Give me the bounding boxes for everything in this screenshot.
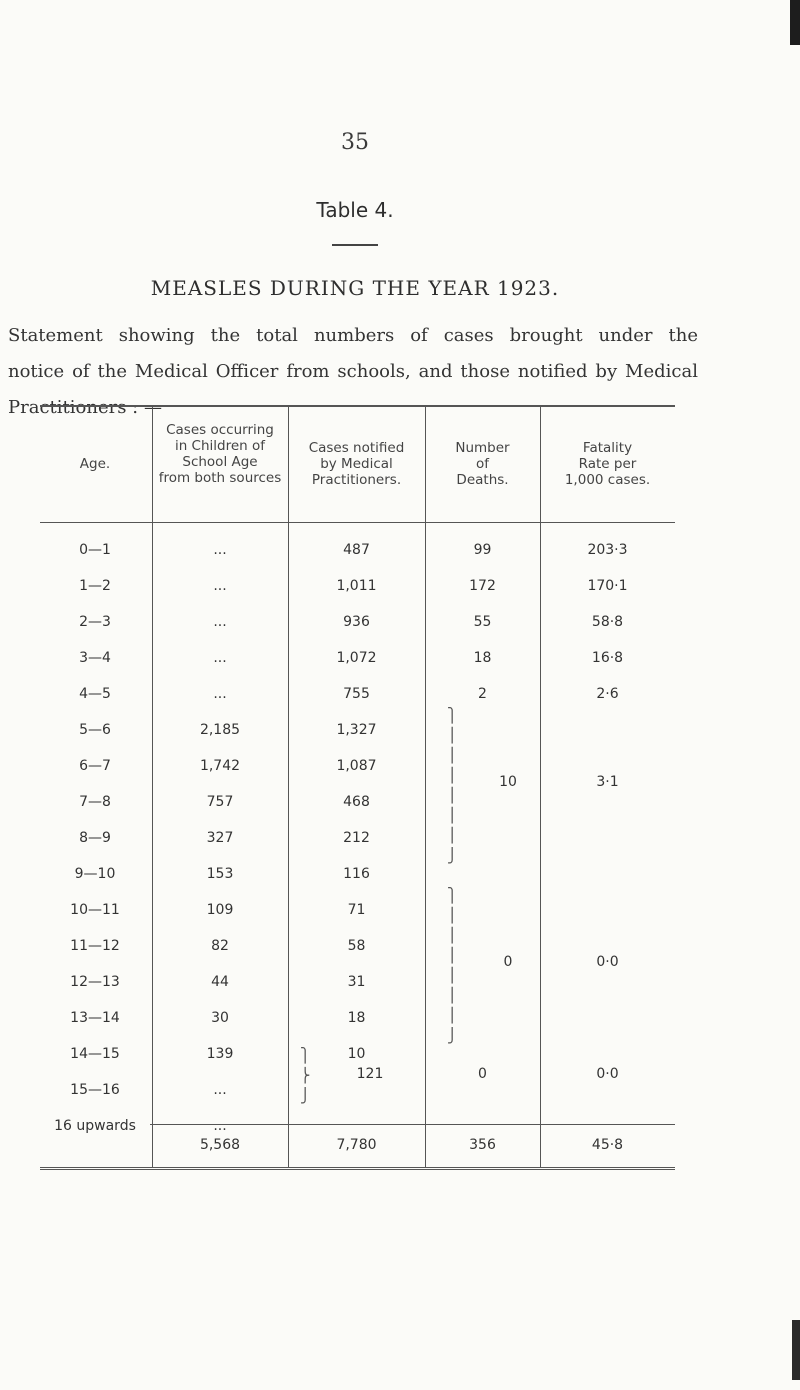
medical-group-15-up: 121 [356,1066,384,1082]
cell-age: 10—11 [70,902,120,918]
column-divider [425,405,426,1167]
header-line: Age. [79,456,111,472]
cell-age: 11—12 [70,938,120,954]
cell-medical: 755 [343,686,370,702]
cell-school: 139 [206,1046,234,1062]
column-header-medical [288,440,425,488]
cell-medical: 116 [343,866,370,882]
table-bottom-rule [40,1167,675,1170]
cell-age: 8—9 [79,830,111,846]
cell-school: ... [213,1118,227,1134]
group-brace: ⎫ ⎪ ⎪ ⎪ ⎪ ⎪ ⎪ ⎭ [447,708,458,864]
column-header-age [40,456,150,472]
cell-medical: 468 [343,794,370,810]
cell-school: 44 [211,974,229,990]
cell-deaths: 2 [478,686,487,702]
intro-line: Practitioners : — [8,397,162,418]
header-line: School Age [182,454,258,470]
cell-medical: 31 [347,974,366,990]
cell-age: 0—1 [79,542,111,558]
deaths-group-5-10: 10 [499,774,517,790]
cell-school: 757 [206,794,234,810]
total-fatality: 45·8 [591,1137,624,1153]
cell-fatality: 170·1 [587,578,628,594]
cell-fatality: 58·8 [591,614,624,630]
cell-school: ... [213,614,227,630]
header-line: by Medical [320,456,393,472]
intro-line: notice of the Medical Officer from schools, and those notified by Medical [8,361,698,382]
cell-age: 6—7 [79,758,111,774]
cell-medical: 71 [347,902,366,918]
cell-age: 7—8 [79,794,111,810]
table-label: Table 4. [316,198,394,222]
cell-school: ... [213,542,227,558]
cell-school: ... [213,650,227,666]
cell-school: 1,742 [199,758,241,774]
header-line: 1,000 cases. [564,472,651,488]
intro-paragraph [8,318,698,426]
cell-school: 153 [206,866,234,882]
cell-fatality: 203·3 [587,542,628,558]
column-header-school [152,422,288,486]
cell-fatality: 16·8 [591,650,624,666]
cell-medical: 58 [347,938,366,954]
deaths-group-10-15: 0 [503,954,513,970]
cell-deaths: 99 [473,542,492,558]
header-line: of [475,456,489,472]
cell-deaths: 55 [473,614,492,630]
cell-medical: 1,087 [336,758,377,774]
header-line: Number [455,440,510,456]
cell-age: 14—15 [70,1046,120,1062]
cell-age: 9—10 [74,866,116,882]
cell-school: 327 [206,830,234,846]
cell-fatality: 2·6 [596,686,619,702]
cell-school: ... [213,686,227,702]
cell-medical: 18 [347,1010,366,1026]
header-line: Deaths. [456,472,509,488]
cell-age: 13—14 [70,1010,120,1026]
cell-deaths: 172 [469,578,496,594]
page-title: MEASLES DURING THE YEAR 1923. [150,276,560,300]
cell-age: 2—3 [79,614,111,630]
column-header-fatality [540,440,675,488]
group-brace: ⎫ ⎬ ⎭ [300,1048,311,1104]
fatality-group-5-10: 3·1 [596,774,619,790]
cell-age: 5—6 [79,722,111,738]
total-medical: 7,780 [336,1137,377,1153]
cell-age: 16 upwards [54,1118,136,1134]
cell-age: 12—13 [70,974,120,990]
cell-age: 3—4 [79,650,111,666]
header-line: Cases occurring [166,422,274,438]
header-line: in Children of [174,438,266,454]
header-line: Cases notified [308,440,405,456]
deaths-group-15-up: 0 [478,1066,487,1082]
header-line: Fatality [582,440,633,456]
cell-school: 2,185 [199,722,241,738]
cell-school: 109 [206,902,234,918]
header-rule [40,522,675,523]
title-rule [332,244,378,246]
cell-age: 15—16 [70,1082,120,1098]
cell-age: 1—2 [79,578,111,594]
cell-age: 4—5 [79,686,111,702]
cell-medical: 1,011 [336,578,377,594]
fatality-group-15-up: 0·0 [596,1066,619,1082]
cell-school: 82 [211,938,229,954]
group-brace: ⎫ ⎪ ⎪ ⎪ ⎪ ⎪ ⎪ ⎭ [447,888,458,1044]
scan-edge-mark [792,1320,800,1380]
cell-deaths: 18 [473,650,492,666]
scan-edge-mark [790,0,800,45]
cell-medical: 1,072 [336,650,377,666]
cell-school: ... [213,1082,227,1098]
intro-line: Statement showing the total numbers of cases brought under the [8,325,698,346]
cell-medical: 1,327 [336,722,377,738]
cell-school: 30 [211,1010,229,1026]
cell-medical: 10 [347,1046,366,1062]
cell-medical: 936 [343,614,370,630]
cell-medical: 487 [343,542,370,558]
header-line: Rate per [578,456,637,472]
total-school: 5,568 [199,1137,241,1153]
cell-school: ... [213,578,227,594]
cell-medical: 212 [343,830,370,846]
fatality-group-10-15: 0·0 [596,954,619,970]
column-header-deaths [425,440,540,488]
table-top-rule [40,405,675,407]
header-line: from both sources [158,470,282,486]
header-line: Practitioners. [311,472,402,488]
page-number: 35 [341,130,369,155]
total-deaths: 356 [469,1137,496,1153]
